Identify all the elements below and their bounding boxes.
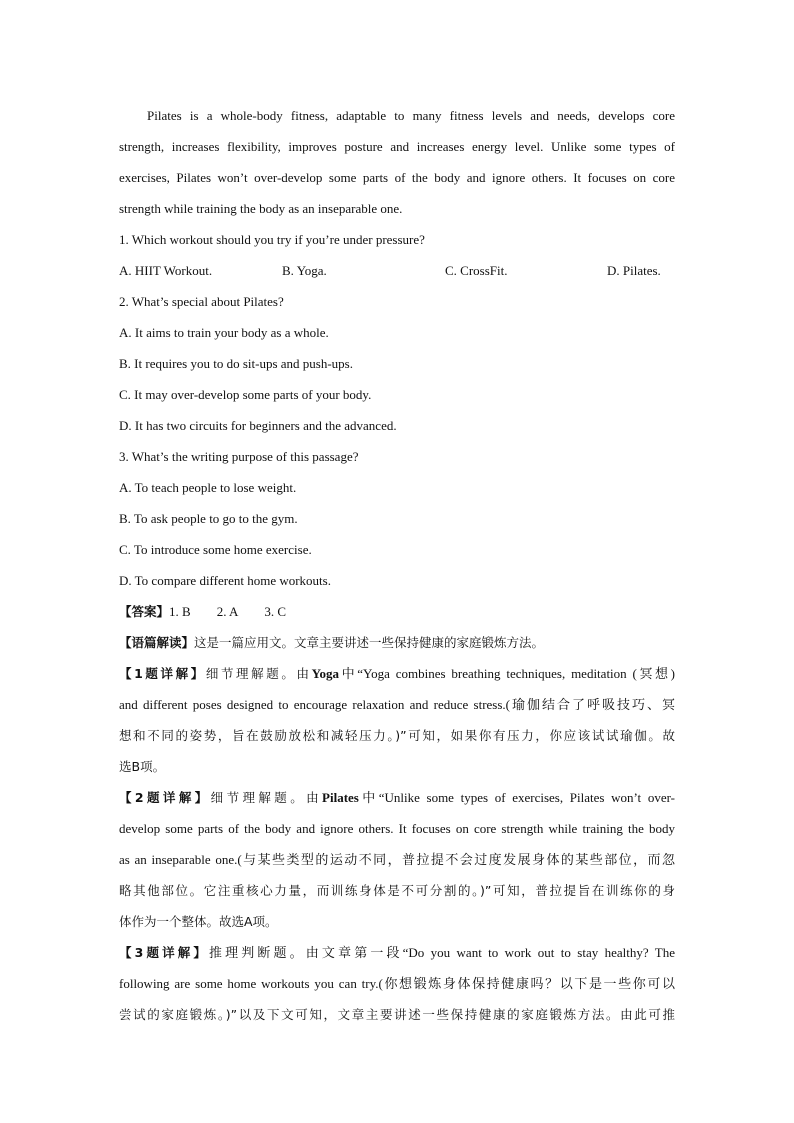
interpretation-line [119,627,675,658]
detail-1-line: and different poses designed to encourage relaxation and reduce stress.(瑜伽结合了呼吸技巧、冥 [119,697,675,712]
question-stem: 3. What’s the writing purpose of this passage? [119,449,359,464]
option-a: A. It aims to train your body as a whole. [119,325,329,340]
detail-1-line [119,658,675,689]
detail-2-label: 【2题详解】 [119,790,211,805]
option-c: C. CrossFit. [445,263,508,278]
detail-1-text: 中“Yoga combines breathing techniques, meditation (冥想) [339,666,675,681]
option-c: C. To introduce some home exercise. [119,542,312,557]
answer-item: 3. C [264,604,287,619]
detail-3-line: following are some home workouts you can try.(你想锻炼身体保持健康吗？以下是一些你可以 [119,976,675,991]
option-b: B. Yoga. [282,263,327,278]
detail-2-keyword: Pilates [322,790,359,805]
question-options-row [119,255,675,286]
interpretation-label: 【语篇解读】 [119,635,195,650]
passage-line: exercises, Pilates won’t over-develop some parts of the body and ignore others. It focuses on core [119,170,675,185]
option-d: D. To compare different home workouts. [119,573,331,588]
answer-label: 【答案】 [119,604,170,619]
detail-2-line: 体作为一个整体。故选A项。 [119,914,278,929]
detail-3-line: 尝试的家庭锻炼。)”以及下文可知，文章主要讲述一些保持健康的家庭锻炼方法。由此可推 [119,1007,675,1022]
detail-3-line [119,937,675,968]
option-b: B. It requires you to do sit-ups and push-ups. [119,356,353,371]
detail-2-line: 略其他部位。它注重核心力量，而训练身体是不可分割的。)”可知，普拉提旨在训练你的身 [119,883,675,898]
detail-2-prefix: 细节理解题。由 [210,790,323,805]
document-page [119,100,675,1030]
question-stem: 2. What’s special about Pilates? [119,294,284,309]
detail-3-label: 【3题详解】 [119,945,209,960]
option-d: D. Pilates. [607,263,661,278]
passage-line: strength, increases flexibility, improves posture and increases energy level. Unlike some types of [119,139,675,154]
question-stem: 1. Which workout should you try if you’re under pressure? [119,232,425,247]
option-a: A. To teach people to lose weight. [119,480,297,495]
detail-1-line: 选B项。 [119,759,166,774]
option-b: B. To ask people to go to the gym. [119,511,298,526]
detail-2-line [119,782,675,813]
detail-1-prefix: 细节理解题。由 [205,666,312,681]
option-a: A. HIIT Workout. [119,263,213,278]
detail-2-line: develop some parts of the body and ignore others. It focuses on core strength while training the body [119,821,675,836]
detail-3-text: 推理判断题。由文章第一段“Do you want to work out to stay healthy? The [209,945,675,960]
detail-2-line: as an inseparable one.(与某些类型的运动不同，普拉提不会过度发展身体的某些部位，而忽 [119,852,675,867]
detail-1-line: 想和不同的姿势，旨在鼓励放松和减轻压力。)”可知，如果你有压力，你应该试试瑜伽。故 [119,728,675,743]
detail-1-keyword: Yoga [311,666,340,681]
passage-line: Pilates is a whole-body fitness, adaptable to many fitness levels and needs, develops core [147,108,675,123]
passage-line: strength while training the body as an inseparable one. [119,201,403,216]
detail-2-text: 中“Unlike some types of exercises, Pilates won’t over- [358,790,675,805]
detail-1-label: 【1题详解】 [119,666,206,681]
answer-line [119,596,675,627]
option-c: C. It may over-develop some parts of your body. [119,387,372,402]
option-d: D. It has two circuits for beginners and the advanced. [119,418,397,433]
answer-item: 2. A [216,604,239,619]
interpretation-text: 这是一篇应用文。文章主要讲述一些保持健康的家庭锻炼方法。 [194,635,545,650]
answer-item: 1. B [169,604,191,619]
